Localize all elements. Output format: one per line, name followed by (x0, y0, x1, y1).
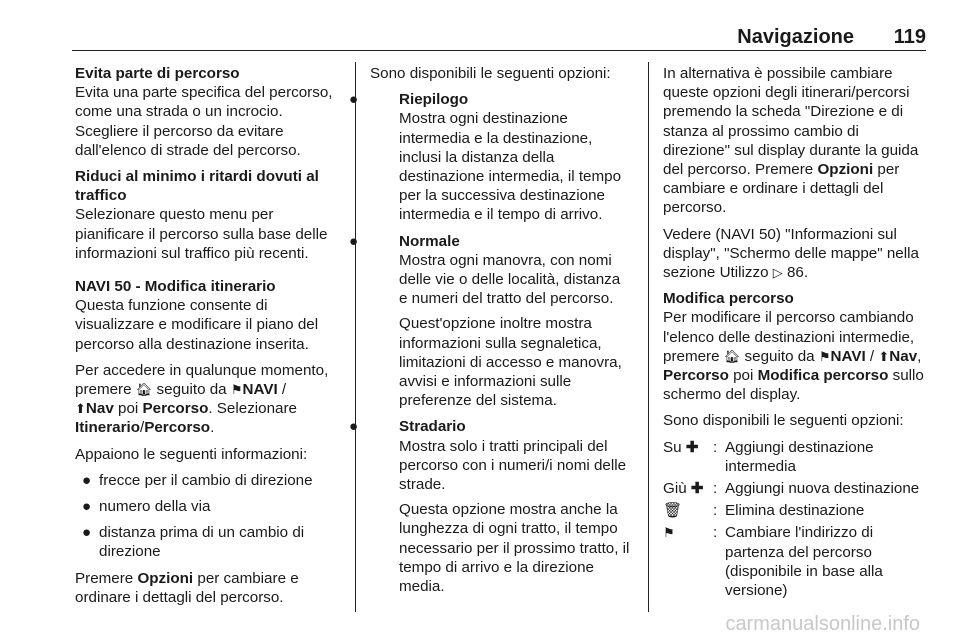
section-text: Evita una parte specifica del percorso, come una strada o un incrocio. Scegliere il percorso da evitare dall'elenco di strade del percorso. (75, 84, 333, 159)
option-normale: ● Normale Mostra ogni manovra, con nomi delle vie o delle località, distanza e numeri del tratto del percorso. Quest'opzione inoltre mostra informazioni sulla segnaletica, limitazioni di accesso e manovra, avvisi e informazioni sulle preferenze del sistema. (370, 232, 632, 411)
navigation-arrow-icon: ⬆ (878, 348, 890, 364)
options-paragraph: Premere Opzioni per cambiare e ordinare i dettagli del percorso. (75, 569, 299, 606)
option-title: Normale (399, 232, 460, 250)
section-modifica-percorso (663, 289, 928, 404)
flag-icon: ⚑ (818, 348, 831, 364)
see-also-paragraph: Vedere (NAVI 50) "Informazioni sul display", "Schermo delle mappe" nella sezione Utilizzo ▷ 86. (663, 225, 919, 282)
list-item: ● distanza prima di un cambio di direzione (82, 524, 305, 561)
column-3 (663, 64, 928, 603)
section-heading: Modifica percorso (663, 290, 794, 308)
column-2 (349, 64, 632, 603)
section-heading: Riduci al minimo i ritardi dovuti al traffico (75, 168, 319, 205)
section-modifica-itinerario (75, 277, 345, 354)
table-row: ⚑ : Cambiare l'indirizzo di partenza del percorso (disponibile in base alla versione) (663, 524, 883, 600)
home-icon: 🏠︎ (723, 348, 741, 364)
info-intro: Appaiono le seguenti informazioni: (75, 445, 308, 463)
plus-icon: ✚ (690, 480, 704, 498)
section-riduci-ritardi (75, 167, 345, 263)
option-title: Stradario (399, 418, 466, 436)
access-paragraph: Per accedere in qualunque momento, premere 🏠︎ seguito da ⚑NAVI / ⬆Nav poi Percorso. Selezionare Itinerario/Percorso. (75, 361, 329, 437)
options-intro: Sono disponibili le seguenti opzioni: (370, 65, 611, 82)
watermark: carmanualsonline.info (725, 613, 920, 635)
option-text: Quest'opzione inoltre mostra informazioni sulla segnaletica, limitazioni di accesso e manovra, avvisi e informazioni sulle preferenze del sistema. (399, 315, 622, 410)
option-stradario: ● Stradario Mostra solo i tratti principali del percorso con i numeri/i nomi delle strade. Questa opzione mostra anche la lunghezza di ogni tratto, il tempo necessario per il prossimo tratto, il tempo di arrivo e la direzione media. (370, 417, 632, 596)
options-table (663, 438, 928, 604)
option-text: Mostra ogni destinazione intermedia e la destinazione, inclusi la distanza della destinazione intermedia, il tempo per la successiva destinazione intermedia e il tempo di arrivo. (399, 110, 622, 224)
plus-icon: ✚ (685, 438, 699, 456)
section-text: Selezionare questo menu per pianificare il percorso sulla base delle informazioni sul traffico più recenti. (75, 206, 328, 262)
section-text: Questa funzione consente di visualizzare e modificare il piano del percorso alla destinazione inserita. (75, 297, 319, 353)
page-number: 119 (893, 26, 926, 48)
list-item: ● frecce per il cambio di direzione (82, 471, 313, 489)
column-1 (75, 64, 345, 614)
alternative-paragraph: In alternativa è possibile cambiare queste opzioni degli itinerari/percorsi premendo la scheda "Direzione e di stanza al prossimo cambio di direzione" sul display durante la guida del percorso. Premere Opzioni per cambiare e ordinare i dettagli del percorso. (663, 65, 919, 217)
navigation-arrow-icon: ⬆ (75, 401, 86, 417)
section-heading: Evita parte di percorso (75, 65, 240, 82)
option-title: Riepilogo (399, 91, 469, 109)
table-row: Giù ✚ : Aggiungi nuova destinazione (663, 480, 920, 498)
home-icon: 🏠︎ (135, 382, 153, 398)
trash-icon: 🗑︎ (663, 502, 683, 520)
option-text: Questa opzione mostra anche la lunghezza di ogni tratto, il tempo necessario per il prossimo tratto, il tempo di arrivo e la direzione media. (399, 501, 630, 596)
table-row: 🗑︎ : Elimina destinazione (663, 502, 865, 520)
column-divider (355, 62, 356, 612)
page-header (72, 26, 926, 51)
option-text: Mostra solo i tratti principali del percorso con i numeri/i nomi delle strade. (399, 437, 627, 494)
flag-icon: ⚑ (230, 382, 243, 398)
section-heading: NAVI 50 - Modifica itinerario (75, 278, 276, 296)
table-row: Su ✚ : Aggiungi destinazione intermedia (663, 438, 874, 475)
list-item: ● numero della via (82, 498, 211, 516)
page-reference-icon: ▷ (772, 265, 783, 281)
column-divider (648, 62, 649, 612)
section-text: Per modificare il percorso cambiando l'elenco delle destinazioni intermedie, premere 🏠︎ seguito da ⚑NAVI / ⬆Nav, Percorso poi Modifica percorso sullo schermo del display. (663, 309, 924, 404)
section-evita-percorso (75, 64, 345, 160)
options-intro: Sono disponibili le seguenti opzioni: (663, 412, 904, 430)
section-title: Navigazione (737, 26, 854, 48)
flag-icon: ⚑ (663, 525, 675, 541)
option-text: Mostra ogni manovra, con nomi delle vie o delle località, distanza e numeri del tratto del percorso. (399, 251, 621, 308)
option-riepilogo: ● Riepilogo Mostra ogni destinazione intermedia e la destinazione, inclusi la distanza della destinazione intermedia, il tempo per la successiva destinazione intermedia e il tempo di arrivo. (370, 90, 632, 224)
